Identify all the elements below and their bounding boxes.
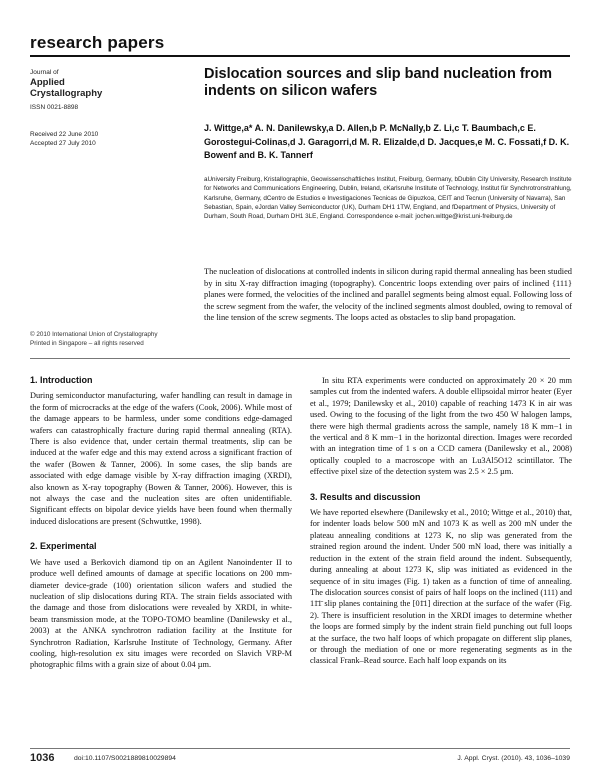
results-paragraph: We have reported elsewhere (Danilewsky et al., 2010; Wittge et al., 2010) that, for indenter loads below 500 mN and 1073 K as well as 200 mN under the plateau annealing conditions at 1273 K, no slip was generated from the strained region around the indent. Under 500 mN load, there was initially a reduction in the extent of the strain field around the indent. Subsequently, during annealing at about 1273 K, slip was initiated as evidenced in the sequence of in situ images (Fig. 1) taken as a function of time of annealing. The dislocation sources consist of pairs of half loops on the inclined (111) and 11̄1̄ slip planes containing the [01̄1] direction at the surface of the wafer (Fig. 2). There is insufficient resolution in the XRDI images to determine whether the loops are formed simply by the indent strain field punching out full loops at the surface, the two half loops of which propagate on different slip planes, or through the mediation of one or more regenerating segments as in the classical Frank–Read source. Each half loop expands on its bbox=[310, 508, 572, 666]
section-header: research papers bbox=[30, 33, 165, 52]
copyright-notice bbox=[30, 330, 190, 348]
header-rule bbox=[30, 55, 570, 57]
received-date: Received 22 June 2010 bbox=[30, 131, 99, 138]
journal-name-line-1: Applied bbox=[30, 77, 65, 88]
footer-rule bbox=[30, 748, 570, 749]
right-column bbox=[310, 375, 572, 673]
journal-sidebar bbox=[30, 68, 180, 158]
journal-prefix: Journal of bbox=[30, 69, 59, 76]
affiliations: aUniversity Freiburg, Kristallographie, Geowissenschaftliches Institut, Freiburg, Germany, bDublin City University, Research Institute for Networks and Communications Engineering, Dublin, Ireland, cKarlsruhe Institute of Technology, Institut für Synchrotronstrahlung, Karlsruhe, Germany, dCentro de Estudios e Investigaciones Tecnicas de Gipuzkoa, CEIT and Tecnun (University of Navarra), San Sebastian, Spain, eJordan Valley Semiconductor (UK), Durham DH1 1TW, England, and fDepartment of Physics, University of Durham, South Road, Durham DH1 3LE, England. Correspondence e-mail: jochen.wittge@krist.uni-freiburg.de bbox=[204, 176, 572, 221]
introduction-paragraph: During semiconductor manufacturing, wafer handling can result in damage in the form of microcracks at the edge of the wafers (Cook, 2006). While most of the damage appears to be harmless, under some conditions edge-damaged wafers can catastrophically fracture during rapid thermal annealing (RTA). There is also evidence that, under certain thermal treatments, slip can be induced at the wafer edge and this may extend across a significant fraction of the wafer (Bowen & Tanner, 2006). In some cases, the slip bands are associated with edge damage visible by X-ray diffraction imaging (XRDI), also known as X-ray topography (Bowen & Tanner, 2006). However, this is not always the case and the nucleation sites are often unidentifiable. Significant effects on bipolar device yields have been found when thermally induced dislocations are present (Schwuttke, 1998). bbox=[30, 391, 292, 526]
dates bbox=[30, 130, 180, 148]
experimental-heading: 2. Experimental bbox=[30, 541, 97, 552]
page-number: 1036 bbox=[30, 752, 55, 764]
experimental-paragraph-2: In situ RTA experiments were conducted on approximately 20 × 20 mm samples cut from the indented wafers. A double ellipsoidal mirror heater (Eyer et al., 1979; Danilewsky et al., 2010) capable of reaching 1473 K in air was used. Owing to the focusing of the light from the two 450 W halogen lamps, there were high thermal gradients across the sample, namely 18 K mm−1 in the vertical and 8 K mm−1 in the horizontal direction. Images were recorded with an integration time of 1 s on a CCD camera (Danilewsky et al., 2008) optically coupled to a macroscope with an Lu3Al5O12 scintillator. The effective pixel size of the detection system was 2.5 × 2.5 µm. bbox=[310, 376, 572, 477]
printed-line: Printed in Singapore – all rights reserved bbox=[30, 340, 144, 347]
issn: ISSN 0021-8898 bbox=[30, 104, 79, 111]
section-divider bbox=[30, 358, 570, 359]
journal-info bbox=[30, 68, 180, 112]
experimental-paragraph-1: We have used a Berkovich diamond tip on an Agilent Nanoindenter II to produce well defined amounts of damage at specific locations on 200 mm-diameter device-grade (100) orientation silicon wafers and studied the nucleation of slip dislocations during RTA. The strain fields associated with the damage and those from dislocations were revealed by XRDI, in white-beam transmission mode, at the TOPO-TOMO beamline (Danilewsky et al., 2003) at the ANKA synchrotron radiation facility at the Institute for Synchrotron Radiation, Karlsruhe Institute of Technology, Germany. After cooling, high-resolution ex situ images were recorded on Slavich VRP-M photographic films with a grain size of about 0.04 µm. bbox=[30, 557, 292, 670]
left-column bbox=[30, 375, 292, 677]
journal-citation: J. Appl. Cryst. (2010). 43, 1036–1039 bbox=[457, 755, 570, 762]
accepted-date: Accepted 27 July 2010 bbox=[30, 140, 96, 147]
author-list: J. Wittge,a* A. N. Danilewsky,a D. Allen,b P. McNally,b Z. Li,c T. Baumbach,c E. Gorostegui-Colinas,d J. Garagorri,d M. R. Elizalde,d D. Jacques,e M. C. Fossati,f D. K. Bowenf and B. K. Tannerf bbox=[204, 123, 570, 160]
introduction-heading: 1. Introduction bbox=[30, 375, 93, 385]
results-heading: 3. Results and discussion bbox=[310, 491, 421, 502]
article-title: Dislocation sources and slip band nucleation from indents on silicon wafers bbox=[204, 66, 553, 99]
doi-link[interactable]: doi:10.1107/S0021889810029894 bbox=[74, 755, 176, 762]
journal-name-line-2: Crystallography bbox=[30, 88, 103, 99]
abstract: The nucleation of dislocations at controlled indents in silicon during rapid thermal annealing has been studied by in situ X-ray diffraction imaging (topography). Concentric loops extending over pairs of inclined {111} planes were formed, the velocities of the inclined and parallel segments being almost equal. Following loss of the screw segment from the wafer, the velocity of the inclined segments almost doubled, owing to removal of the line tension of the screw segments. The loops acted as obstacles to slip band propagation. bbox=[204, 267, 572, 323]
copyright-line: © 2010 International Union of Crystallography bbox=[30, 331, 158, 338]
